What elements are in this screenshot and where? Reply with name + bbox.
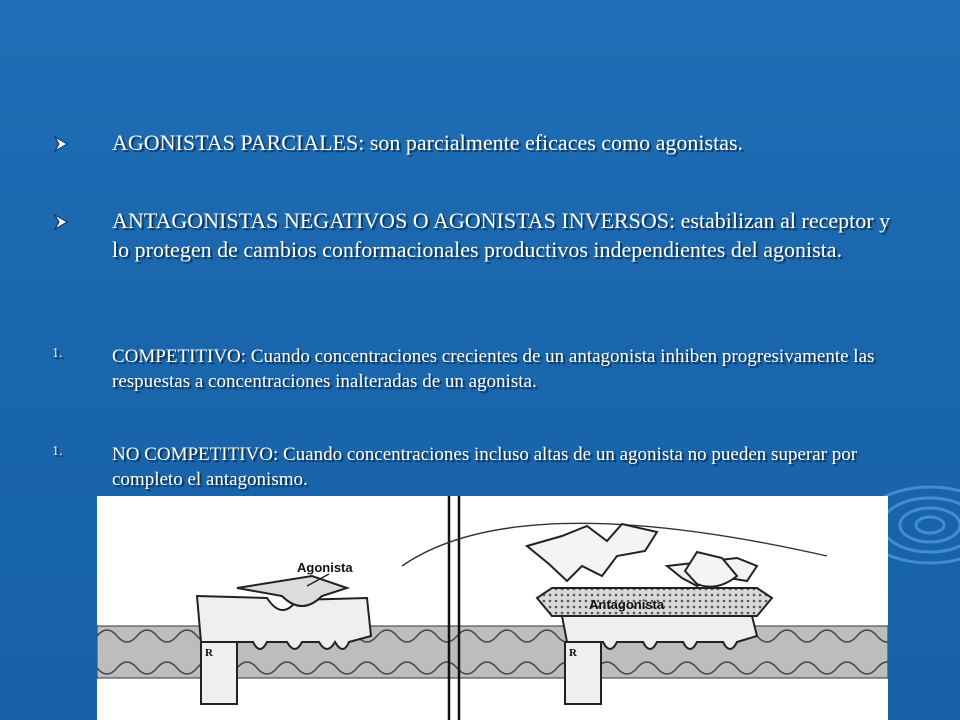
free-agonist-1 bbox=[527, 524, 657, 581]
receptor-label: R bbox=[205, 647, 213, 659]
receptor-diagram-svg bbox=[97, 496, 888, 720]
numbered-text: NO COMPETITIVO: Cuando concentraciones incluso altas de un agonista no pueden superar por completo el antagonismo. bbox=[112, 444, 858, 490]
bullet-text: AGONISTAS PARCIALES: son parcialmente eficaces como agonistas. bbox=[112, 130, 744, 155]
numbered-text: COMPETITIVO: Cuando concentraciones crecientes de un antagonista inhiben progresivamente las respuestas a concentraciones inalteradas de un agonista. bbox=[112, 346, 875, 392]
bullet-item-antagonistas-negativos bbox=[52, 206, 912, 264]
list-number: 1. bbox=[52, 346, 63, 361]
agonist-label: Agonista bbox=[297, 560, 353, 575]
antagonist-label: Antagonista bbox=[589, 597, 665, 612]
receptor-label: R bbox=[569, 647, 577, 659]
receptor-diagram bbox=[97, 496, 888, 720]
arrow-bullet-icon bbox=[52, 135, 70, 153]
numbered-item-competitivo bbox=[52, 344, 912, 394]
numbered-item-no-competitivo bbox=[52, 442, 912, 492]
arrow-bullet-icon bbox=[52, 213, 70, 231]
bullet-item-agonistas-parciales bbox=[52, 128, 912, 157]
bullet-text: ANTAGONISTAS NEGATIVOS O AGONISTAS INVERSOS: estabilizan al receptor y lo protegen de cambios conformacionales productivos independientes del agonista. bbox=[112, 208, 891, 262]
list-number: 1. bbox=[52, 444, 63, 459]
